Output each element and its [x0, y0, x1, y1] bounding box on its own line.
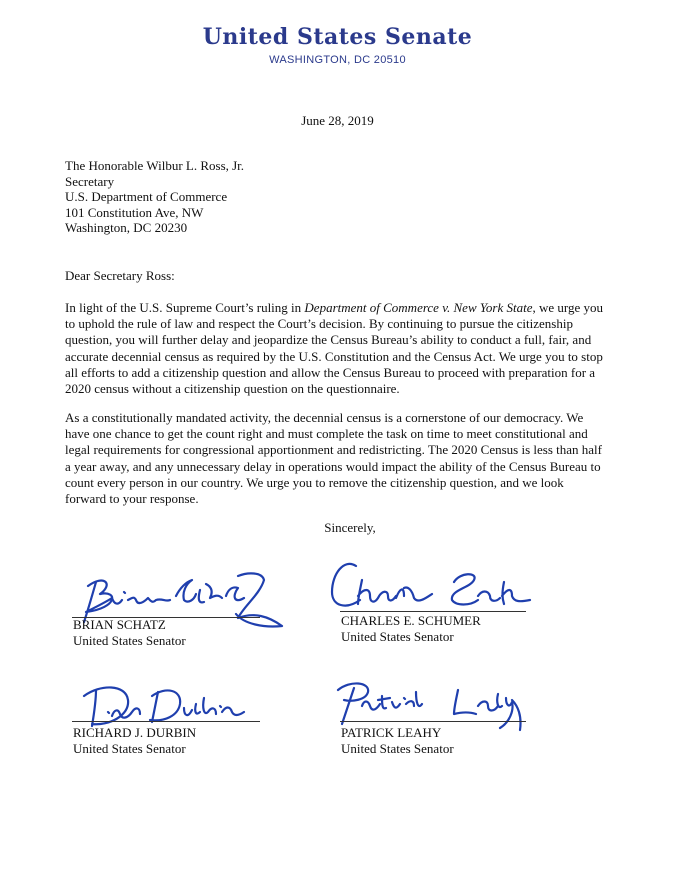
- closing: Sincerely,: [324, 520, 376, 535]
- letter-date: June 28, 2019: [301, 113, 374, 128]
- recipient-city: Washington, DC 20230: [65, 220, 188, 235]
- p1-text-start: In light of the U.S. Supreme Court’s ruling in: [65, 300, 305, 315]
- recipient-title: Secretary: [65, 173, 115, 189]
- recipient-name: The Honorable Wilbur L. Ross, Jr.: [65, 158, 245, 173]
- signatory-title-schatz: United States Senator: [73, 633, 186, 648]
- body-paragraph-2: As a constitutionally mandated activity, the decennial census is a cornerstone of our democracy. We have one chance to get the count right and must complete the task on time to meet constitutional and legal requirements for congressional apportionment and redistricting. The 2020 Census is less than half a year away, and any unnecessary delay in operations would impact the ability of the Census Bureau to count every person in our country. We urge you to remove the citizenship question, and we look forward to your response.: [65, 410, 602, 507]
- recipient-street: 101 Constitution Ave, NW: [65, 204, 204, 220]
- letterhead-title: United States Senate: [202, 24, 473, 50]
- salutation: Dear Secretary Ross:: [65, 268, 175, 283]
- case-name: Department of Commerce v. New York State: [304, 300, 533, 315]
- signatory-title-durbin: United States Senator: [73, 741, 186, 756]
- signatory-name-schumer: CHARLES E. SCHUMER: [341, 613, 481, 628]
- p1-text-end: , we urge you to uphold the rule of law and respect the Court’s decision. By continuing to pursue the citizenship question, you will further delay and jeopardize the Census Bureau’s ability to conduct a full, fair, and accurate decennial census as required by the U.S. Constitution and the Census Act. We urge you to stop all efforts to add a citizenship question and allow the Census Bureau to proceed with preparation for a 2020 census without a citizenship question on the questionnaire.: [65, 300, 604, 397]
- signatory-title-leahy: United States Senator: [341, 741, 454, 756]
- signatory-name-schatz: BRIAN SCHATZ: [73, 617, 166, 632]
- signature-line-leahy: [340, 721, 526, 722]
- signatory-name-leahy: PATRICK LEAHY: [341, 725, 442, 740]
- letterhead-address: WASHINGTON, DC 20510: [269, 54, 406, 66]
- recipient-department: U.S. Department of Commerce: [65, 189, 228, 204]
- signatory-title-schumer: United States Senator: [341, 629, 454, 644]
- signatory-name-durbin: RICHARD J. DURBIN: [73, 725, 197, 740]
